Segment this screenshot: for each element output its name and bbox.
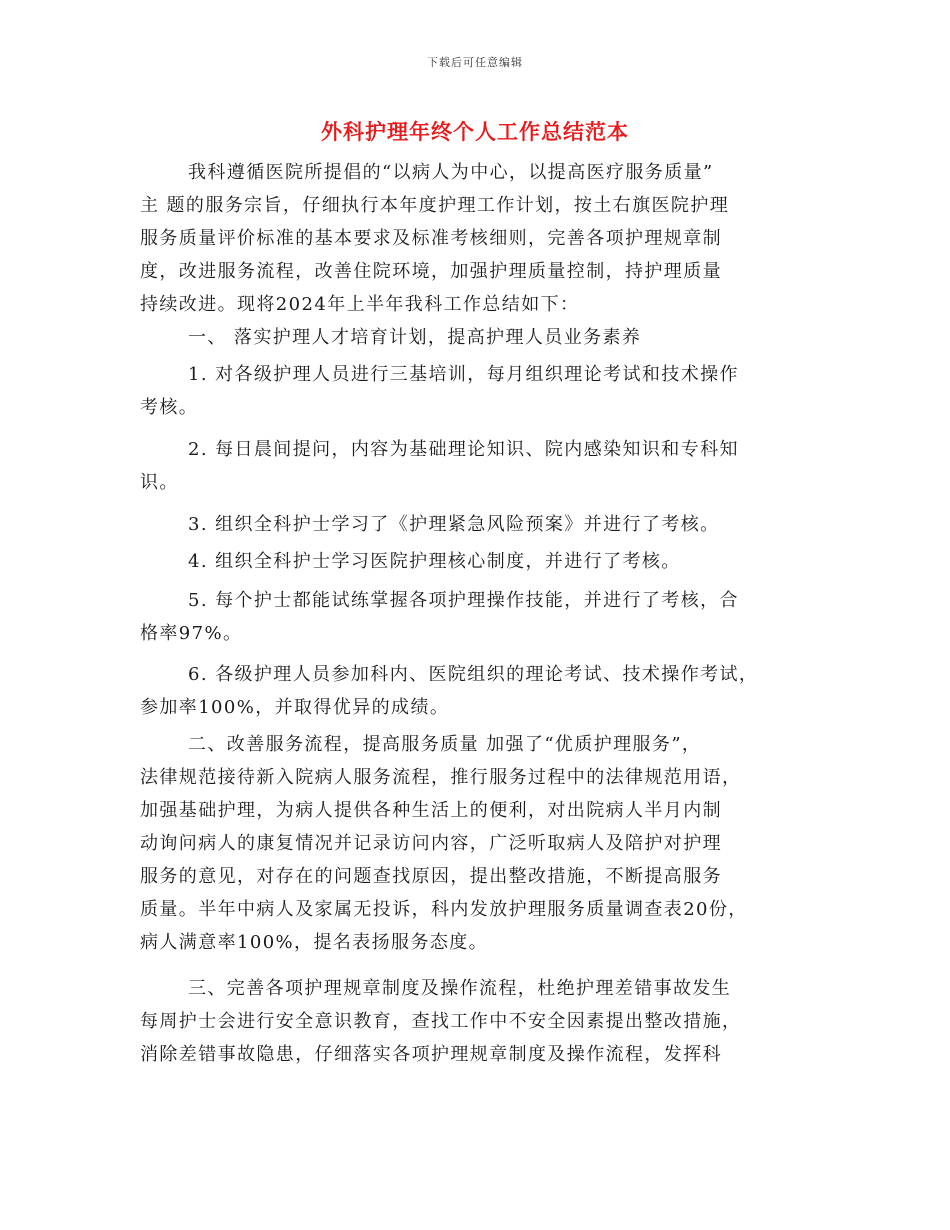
body-line: 动询问病人的康复情况并记录访问内容，广泛听取病人及陪护对护理 — [140, 833, 722, 854]
list-item-4: 4. 组织全科护士学习医院护理核心制度，并进行了考核。 — [188, 551, 681, 572]
document-title: 外科护理年终个人工作总结范本 — [321, 119, 629, 144]
body-line: 我科遵循医院所提倡的“以病人为中心，以提高医疗服务质量” — [188, 162, 714, 183]
body-line: 消除差错事故隐患，仔细落实各项护理规章制度及操作流程，发挥科 — [140, 1044, 722, 1065]
list-item-5-cont: 格率97%。 — [140, 623, 243, 644]
list-item-1-cont: 考核。 — [140, 397, 199, 418]
section-heading-3: 三、完善各项护理规章制度及操作流程，杜绝护理差错事故发生 — [188, 978, 732, 999]
document-body — [140, 160, 820, 1068]
section-heading-1: 一、 落实护理人才培育计划，提高护理人员业务素养 — [188, 327, 642, 348]
list-item-6-cont: 参加率100%，并取得优异的成绩。 — [140, 697, 450, 718]
page-header-note: 下载后可任意编辑 — [427, 56, 523, 69]
list-item-2-cont: 识。 — [140, 472, 179, 493]
body-line: 法律规范接待新入院病人服务流程，推行服务过程中的法律规范用语， — [140, 767, 742, 788]
body-line: 服务的意见，对存在的问题查找原因，提出整改措施，不断提高服务 — [140, 866, 722, 887]
list-item-5: 5. 每个护士都能试练掌握各项护理操作技能，并进行了考核，合 — [188, 590, 739, 611]
list-item-1: 1. 对各级护理人员进行三基培训，每月组织理论考试和技术操作 — [188, 364, 739, 385]
body-line: 每周护士会进行安全意识教育，查找工作中不安全因素提出整改措施， — [140, 1011, 742, 1032]
list-item-2: 2. 每日晨间提问，内容为基础理论知识、院内感染知识和专科知 — [188, 439, 739, 460]
body-line: 服务质量评价标准的基本要求及标准考核细则，完善各项护理规章制 — [140, 228, 722, 249]
list-item-3: 3. 组织全科护士学习了《护理紧急风险预案》并进行了考核。 — [188, 514, 720, 535]
body-line: 持续改进。现将2024年上半年我科工作总结如下： — [140, 294, 580, 315]
body-line: 病人满意率100%，提名表扬服务态度。 — [140, 932, 489, 953]
body-line: 度，改进服务流程，改善住院环境，加强护理质量控制，持护理质量 — [140, 261, 722, 282]
list-item-6: 6. 各级护理人员参加科内、医院组织的理论考试、技术操作考试， — [188, 664, 759, 685]
section-heading-2: 二、改善服务流程，提高服务质量 加强了“优质护理服务”， — [188, 734, 702, 755]
body-line: 主 题的服务宗旨，仔细执行本年度护理工作计划，按土右旗医院护理 — [140, 195, 730, 216]
body-line: 加强基础护理，为病人提供各种生活上的便利，对出院病人半月内制 — [140, 800, 722, 821]
body-line: 质量。半年中病人及家属无投诉，科内发放护理服务质量调查表20份， — [140, 899, 748, 920]
